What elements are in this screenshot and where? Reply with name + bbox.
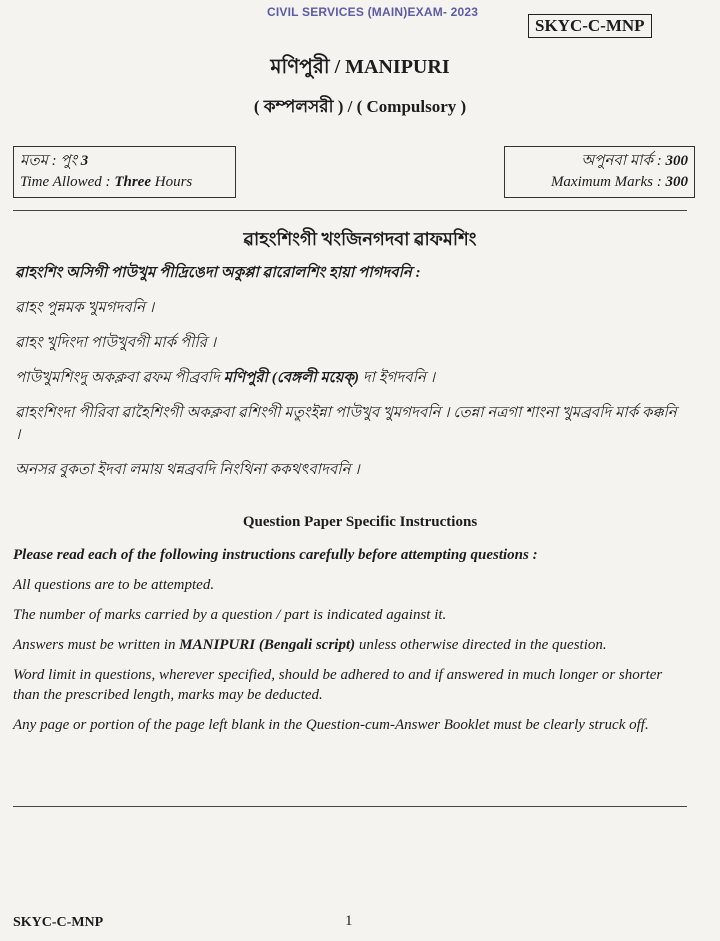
- bn-instructions: [15, 262, 685, 494]
- bn-instructions-heading: ৱাহংশিংগী খংজিনগদবা ৱাফমশিং: [243, 229, 477, 249]
- qps-item: [13, 635, 687, 655]
- exam-stamp: CIVIL SERVICES (MAIN)EXAM- 2023: [267, 5, 479, 19]
- page-number: 1: [345, 913, 353, 929]
- qps-item: Word limit in questions, wherever specified, should be adhered to and if answered in much longer or shorter than the prescribed length, marks may be deducted.: [13, 667, 663, 703]
- bn-item-text: দা ইগদবনি ।: [362, 370, 435, 386]
- divider-top: [13, 210, 687, 211]
- qps-lead: Please read each of the following instructions carefully before attempting questions :: [13, 547, 538, 563]
- qps-item: All questions are to be attempted.: [13, 577, 215, 593]
- bn-instruction-item: ৱাহংশিংদা পীরিবা ৱাহৈশিংগী অকক্লবা ৱশিংগী মতুংইন্না পাউখুব খুমগদবনি । তেন্না নত্রগা শাংনা খুমব্রবদি মার্ক কক্কনি ।: [15, 405, 677, 443]
- footer-paper-code: SKYC-C-MNP: [13, 915, 104, 930]
- bn-instruction-item: ৱাহং খুদিংদা পাউখুবগী মার্ক পীরি ।: [15, 335, 217, 351]
- qps-item: The number of marks carried by a question / part is indicated against it.: [13, 607, 447, 623]
- qps-item-emphasis: MANIPURI (Bengali script): [179, 637, 356, 653]
- marks-bn-value: 300: [665, 153, 688, 169]
- time-bn-value: 3: [80, 153, 89, 169]
- marks-en-line: [511, 172, 688, 193]
- page-title: মণিপুরী / MANIPURI: [270, 56, 450, 78]
- time-bn-label: মতম : পুং: [20, 153, 78, 169]
- bn-instruction-item: ৱাহং পুন্নমক খুমগদবনি ।: [15, 300, 155, 316]
- bn-instruction-item: অনসর বুকতা ইদবা লমায় থন্নব্রবদি নিংথিনা ককথৎবাদবনি ।: [15, 462, 360, 478]
- marks-en-label: Maximum Marks :: [550, 174, 662, 190]
- marks-en-value: 300: [665, 174, 688, 190]
- qps-instructions: [13, 545, 687, 745]
- marks-bn-label: অপুনবা মার্ক :: [581, 153, 662, 169]
- page-subtitle: ( কম্পলসরী ) / ( Compulsory ): [253, 97, 467, 116]
- time-en-unit: Hours: [154, 174, 193, 190]
- time-en-line: [20, 172, 229, 193]
- bn-item-emphasis: মণিপুরী (বেঙ্গলী ময়েক্): [223, 370, 360, 386]
- divider-bottom: [13, 806, 687, 807]
- qps-item: Any page or portion of the page left blank in the Question-cum-Answer Booklet must be clearly struck off.: [13, 717, 649, 733]
- marks-bn-line: [511, 151, 688, 172]
- bn-instruction-item: [15, 367, 685, 389]
- maximum-marks-box: [504, 146, 695, 198]
- bn-item-text: পাউখুমশিংদু অকক্লবা ৱফম পীব্রবদি: [15, 370, 220, 386]
- qps-title: Question Paper Specific Instructions: [242, 514, 478, 530]
- qps-item-text: unless otherwise directed in the question.: [358, 637, 607, 653]
- bn-instructions-lead: ৱাহংশিং অসিগী পাউখুম পীদ্রিঙেদা অকুপ্পা ৱারোলশিং হায়া পাগদবনি :: [15, 265, 421, 281]
- time-en-value: Three: [114, 174, 151, 190]
- time-bn-line: [20, 151, 229, 172]
- paper-code: SKYC-C-MNP: [528, 14, 652, 38]
- time-en-label: Time Allowed :: [20, 174, 111, 190]
- qps-item-text: Answers must be written in: [13, 637, 176, 653]
- time-allowed-box: [13, 146, 236, 198]
